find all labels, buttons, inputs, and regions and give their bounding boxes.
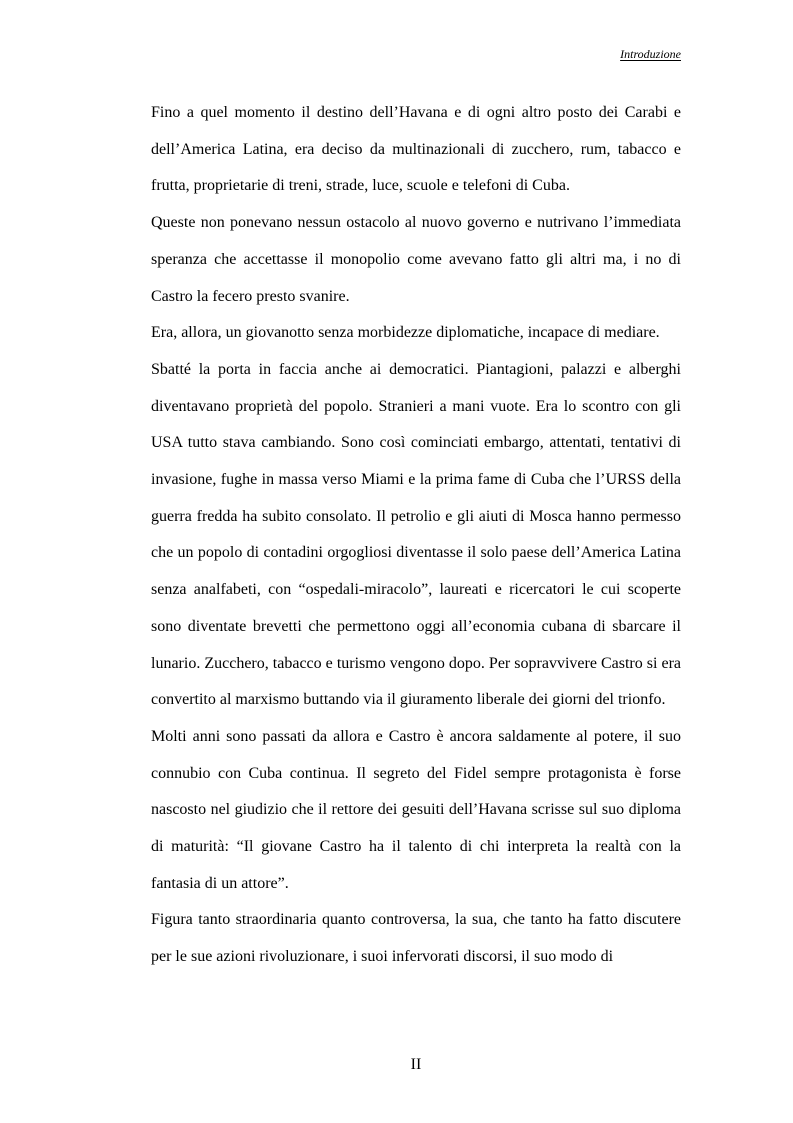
paragraph-new-government: Queste non ponevano nessun ostacolo al nuovo governo e nutrivano l’immediata speranza che accettasse il monopolio come avevano fatto gli altri ma, i no di Castro la fecero presto svanire. (151, 214, 681, 305)
paragraph-young-castro: Era, allora, un giovanotto senza morbidezze diplomatiche, incapace di mediare. (151, 324, 660, 342)
paragraph-controversial-figure: Figura tanto straordinaria quanto controversa, la sua, che tanto ha fatto discutere per le sue azioni rivoluzionare, i suoi infervorati discorsi, il suo modo di (151, 911, 681, 966)
body-text (151, 95, 681, 976)
paragraph-castro-in-power: Molti anni sono passati da allora e Castro è ancora saldamente al potere, il suo connubio con Cuba continua. Il segreto del Fidel sempre protagonista è forse nascosto nel giudizio che il rettore dei gesuiti dell’Havana scrisse sul suo diploma di maturità: “Il giovane Castro ha il talento di chi interpreta la realtà con la fantasia di un attore”. (151, 727, 681, 892)
paragraph-multinationals: Fino a quel momento il destino dell’Havana e di ogni altro posto dei Carabi e dell’America Latina, era deciso da multinazionali di zucchero, rum, tabacco e frutta, proprietarie di treni, strade, luce, scuole e telefoni di Cuba. (151, 104, 681, 195)
paragraph-usa-conflict: Sbatté la porta in faccia anche ai democratici. Piantagioni, palazzi e alberghi diventavano proprietà del popolo. Stranieri a mani vuote. Era lo scontro con gli USA tutto stava cambiando. Sono così cominciati embargo, attentati, tentativi di invasione, fughe in massa verso Miami e la prima fame di Cuba che l’URSS della guerra fredda ha subito consolato. Il petrolio e gli aiuti di Mosca hanno permesso che un popolo di contadini orgogliosi diventasse il solo paese dell’America Latina senza analfabeti, con “ospedali-miracolo”, laureati e ricercatori le cui scoperte sono diventate brevetti che permettono oggi all’economia cubana di sbarcare il lunario. Zucchero, tabacco e turismo vengono dopo. Per sopravvivere Castro si era convertito al marxismo buttando via il giuramento liberale dei giorni del trionfo. (151, 360, 681, 709)
page-number: II (410, 1056, 422, 1073)
running-header: Introduzione (620, 47, 681, 61)
